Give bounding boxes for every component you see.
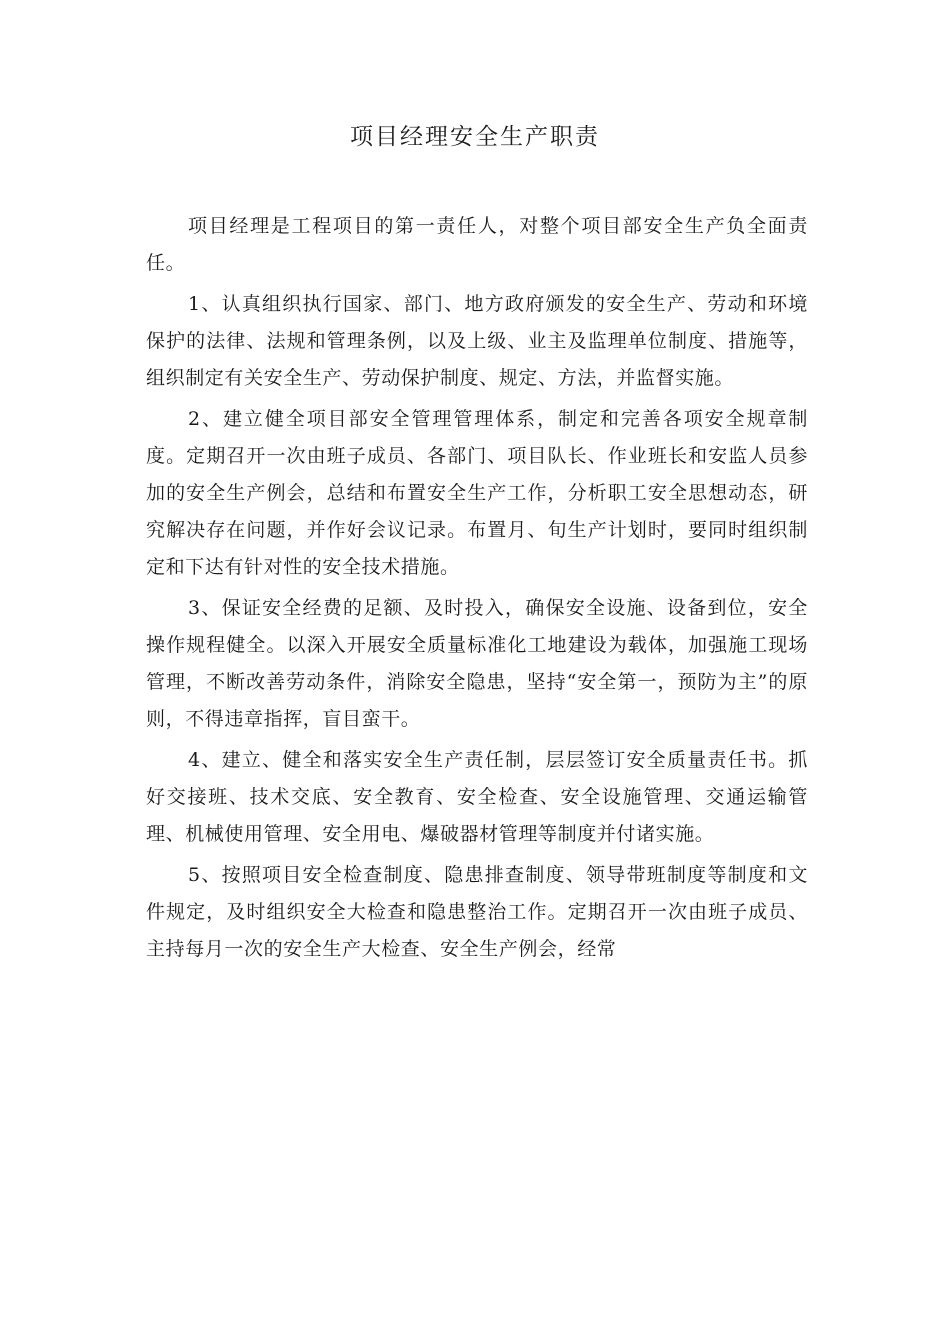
- paragraph-item-4: 4、建立、健全和落实安全生产责任制，层层签订安全质量责任书。抓好交接班、技术交底、安全教育、安全检查、安全设施管理、交通运输管理、机械使用管理、安全用电、爆破器材管理等制度并付诸实施。: [146, 749, 808, 845]
- paragraph-item-2: 2、建立健全项目部安全管理管理体系，制定和完善各项安全规章制度。定期召开一次由班子成员、各部门、项目队长、作业班长和安监人员参加的安全生产例会，总结和布置安全生产工作，分析职工安全思想动态，研究解决存在问题，并作好会议记录。布置月、旬生产计划时，要同时组织制定和下达有针对性的安全技术措施。: [146, 408, 808, 578]
- paragraph-item-5: 5、按照项目安全检查制度、隐患排查制度、领导带班制度等制度和文件规定，及时组织安全大检查和隐患整治工作。定期召开一次由班子成员、主持每月一次的安全生产大检查、安全生产例会，经常: [146, 864, 808, 960]
- document-body: [146, 208, 808, 972]
- paragraph-item-3: 3、保证安全经费的足额、及时投入，确保安全设施、设备到位，安全操作规程健全。以深入开展安全质量标准化工地建设为载体，加强施工现场管理，不断改善劳动条件，消除安全隐患，坚持“安全第一，预防为主”的原则，不得违章指挥，盲目蛮干。: [146, 597, 808, 730]
- paragraph-item-1: 1、认真组织执行国家、部门、地方政府颁发的安全生产、劳动和环境保护的法律、法规和管理条例，以及上级、业主及监理单位制度、措施等，组织制定有关安全生产、劳动保护制度、规定、方法，并监督实施。: [146, 293, 808, 389]
- paragraph-intro: 项目经理是工程项目的第一责任人，对整个项目部安全生产负全面责任。: [146, 215, 808, 274]
- document-title: 项目经理安全生产职责: [350, 124, 600, 150]
